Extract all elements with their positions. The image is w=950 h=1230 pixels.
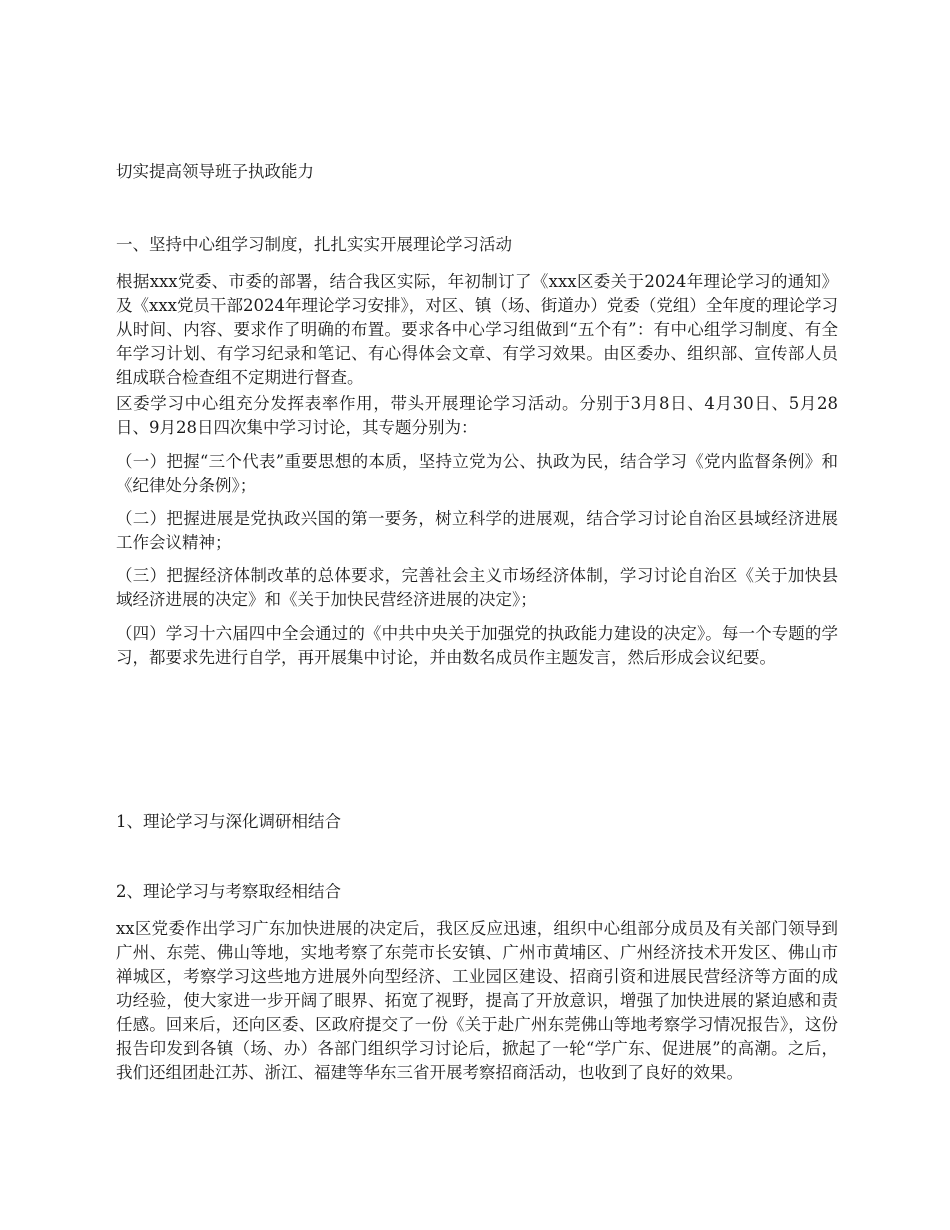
paragraph-1: 根据xxx党委、市委的部署，结合我区实际，年初制订了《xxx区委关于2024年理论学习的通知》及《xxx党员干部2024年理论学习安排》，对区、镇（场、街道办）党委（党组）全年度的理论学习从时间、内容、要求作了明确的布置。要求各中心学习组做到“五个有”：有中心组学习制度、有全年学习计划、有学习纪录和笔记、有心得体会文章、有学习效果。由区委办、组织部、宣传部人员组成联合检查组不定期进行督查。 — [116, 272, 838, 387]
paragraph-5: （三）把握经济体制改革的总体要求，完善社会主义市场经济体制，学习讨论自治区《关于加快县域经济进展的决定》和《关于加快民营经济进展的决定》； — [116, 566, 838, 609]
paragraph-6: （四）学习十六届四中全会通过的《中共中央关于加强党的执政能力建设的决定》。每一个专题的学习，都要求先进行自学，再开展集中讨论，并由数名成员作主题发言，然后形成会议纪要。 — [116, 624, 838, 667]
subheading-1: 1、理论学习与深化调研相结合 — [116, 812, 341, 831]
final-paragraph: xx区党委作出学习广东加快进展的决定后，我区反应迅速，组织中心组部分成员及有关部门领导到广州、东莞、佛山等地，实地考察了东莞市长安镇、广州市黄埔区、广州经济技术开发区、佛山市禅城区，考察学习这些地方进展外向型经济、工业园区建设、招商引资和进展民营经济等方面的成功经验，使大家进一步开阔了眼界、拓宽了视野，提高了开放意识，增强了加快进展的紧迫感和责任感。回来后，还向区委、区政府提交了一份《关于赴广州东莞佛山等地考察学习情况报告》，这份报告印发到各镇（场、办）各部门组织学习讨论后，掀起了一轮“学广东、促进展”的高潮。之后，我们还组团赴江苏、浙江、福建等华东三省开展考察招商活动，也收到了良好的效果。 — [116, 919, 838, 1082]
paragraph-3: （一）把握“三个代表”重要思想的本质，坚持立党为公、执政为民，结合学习《党内监督条例》和《纪律处分条例》； — [116, 452, 838, 495]
subheading-2: 2、理论学习与考察取经相结合 — [116, 882, 341, 901]
section-heading-1: 一、坚持中心组学习制度，扎扎实实开展理论学习活动 — [116, 235, 512, 254]
paragraph-2: 区委学习中心组充分发挥表率作用，带头开展理论学习活动。分别于3月8日、4月30日、5月28日、9月28日四次集中学习讨论，其专题分别为： — [116, 394, 838, 437]
document-title: 切实提高领导班子执政能力 — [116, 162, 314, 181]
paragraph-4: （二）把握进展是党执政兴国的第一要务，树立科学的进展观，结合学习讨论自治区县域经济进展工作会议精神； — [116, 509, 838, 552]
